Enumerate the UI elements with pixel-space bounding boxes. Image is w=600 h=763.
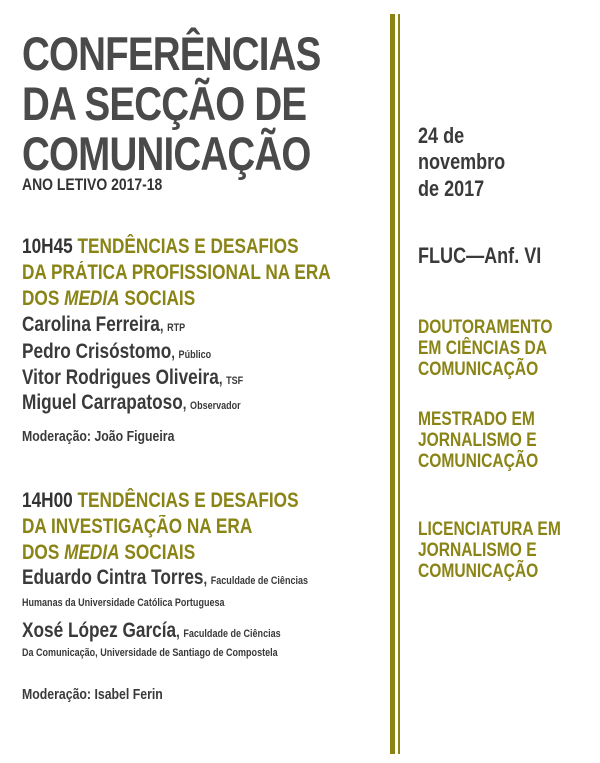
- session1-time: 10H45: [22, 235, 73, 258]
- speaker-2: Pedro Crisóstomo, Público: [22, 340, 212, 363]
- event-venue: FLUC—Anf. VI: [418, 243, 542, 268]
- session1-moderation: Moderação: João Figueira: [22, 428, 175, 445]
- program-doutoramento: DOUTORAMENTO EM CIÊNCIAS DA COMUNICAÇÃO: [418, 317, 553, 380]
- event-date: 24 de novembro de 2017: [418, 123, 506, 201]
- session2-title-a: TENDÊNCIAS E DESAFIOS: [77, 489, 299, 512]
- vertical-divider: [390, 14, 395, 754]
- speaker-1: Carolina Ferreira, RTP: [22, 313, 186, 336]
- program-licenciatura: LICENCIATURA EM JORNALISMO E COMUNICAÇÃO: [418, 519, 561, 582]
- speaker-5-affiliation: Humanas da Universidade Católica Portuguesa: [22, 597, 225, 609]
- session2-title-line3: DOS MEDIA SOCIAIS: [22, 541, 196, 564]
- title-line-3: COMUNICAÇÃO: [22, 127, 311, 180]
- session2-title-line2: DA INVESTIGAÇÃO NA ERA: [22, 515, 253, 538]
- session1-title-line2: DA PRÁTICA PROFISSIONAL NA ERA: [22, 261, 331, 284]
- speaker-4: Miguel Carrapatoso, Observador: [22, 391, 241, 414]
- speaker-3: Vitor Rodrigues Oliveira, TSF: [22, 366, 244, 389]
- title-line-1: CONFERÊNCIAS: [22, 27, 321, 80]
- session1-media-italic: MEDIA: [64, 287, 120, 310]
- session1-title-a: TENDÊNCIAS E DESAFIOS: [77, 235, 299, 258]
- session1-title-line3: DOS MEDIA SOCIAIS: [22, 287, 196, 310]
- subtitle: ANO LETIVO 2017-18: [22, 175, 163, 194]
- session2-media-italic: MEDIA: [64, 541, 120, 564]
- title-line-2: DA SECÇÃO DE: [22, 77, 307, 130]
- session2-time: 14H00: [22, 489, 73, 512]
- vertical-divider-thin: [398, 14, 400, 754]
- speaker-6-affiliation: Da Comunicação, Universidade de Santiago de Compostela: [22, 647, 278, 659]
- speaker-6: Xosé López García, Faculdade de Ciências: [22, 619, 281, 642]
- session2-title-line1: [22, 490, 359, 511]
- session2-moderation: Moderação: Isabel Ferin: [22, 686, 163, 703]
- speaker-5: Eduardo Cintra Torres, Faculdade de Ciências: [22, 566, 309, 589]
- session1-title-line1: [22, 236, 359, 257]
- program-mestrado: MESTRADO EM JORNALISMO E COMUNICAÇÃO: [418, 409, 539, 472]
